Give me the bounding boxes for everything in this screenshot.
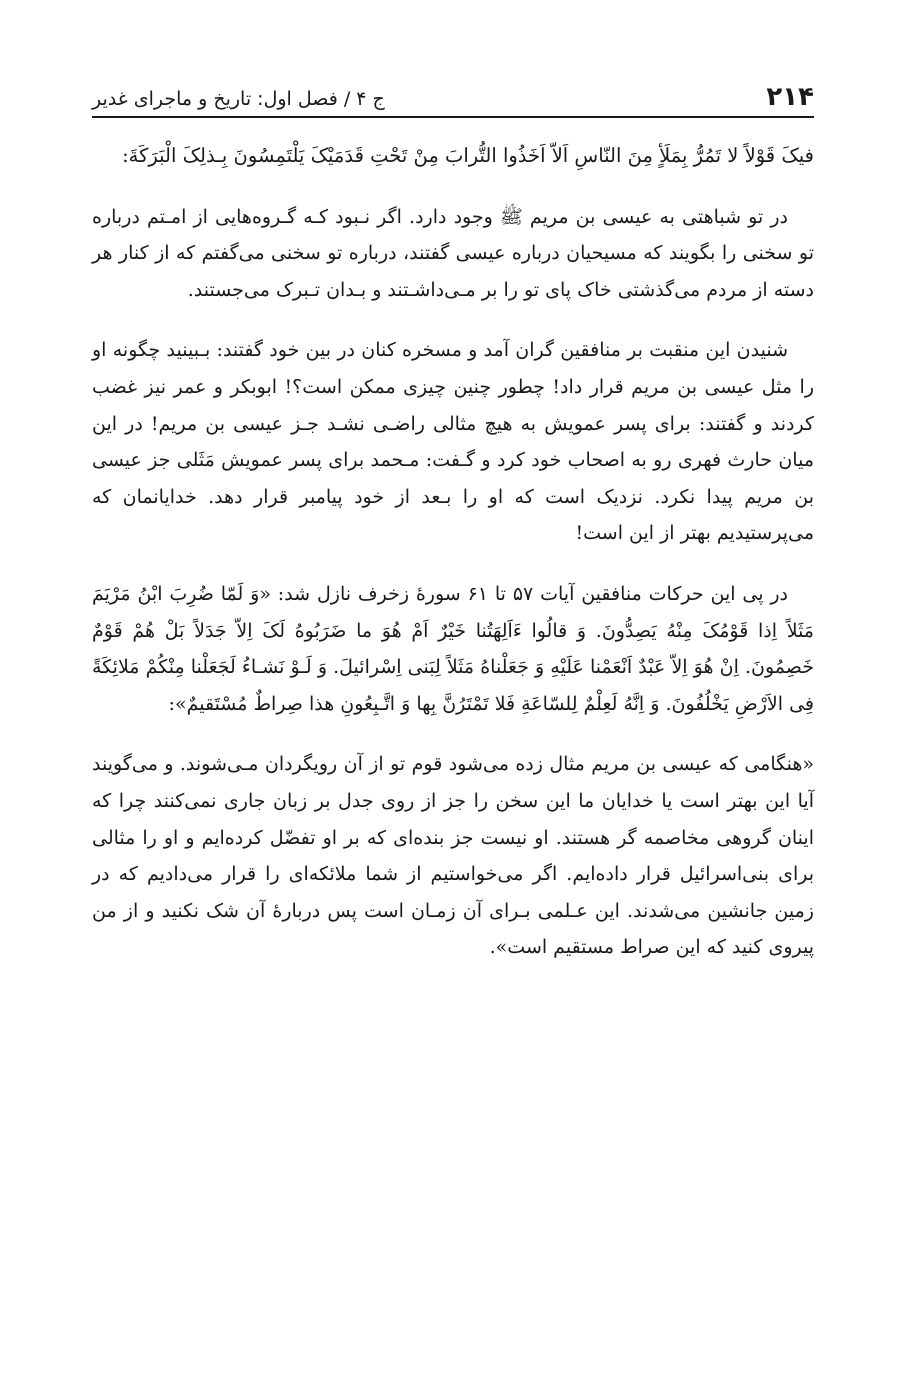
page-number: ۲۱۴: [766, 82, 814, 112]
page-body: [92, 138, 814, 966]
hadith-translation-paragraph: در تو شباهتی به عیسی بن مریم ﷺ وجود دارد. اگر نـبود کـه گـروه‌هایی از امـتم درباره تو سخنی را بگویند که مسیحیان درباره عیسی گفتند، درباره تو سخنی می‌گفتم که از کنار هر دسته از مردم می‌گذشتی خاک پای تو را بر مـی‌داشـتند و بـدان تـبرک می‌جستند.: [92, 205, 814, 301]
book-page: [92, 68, 814, 966]
hadith-arabic-paragraph: فیکَ قَوْلاً لا تَمُرُّ بِمَلَأٍ مِنَ النّاسِ اَلاّ اَخَذُوا التُّرابَ مِنْ تَحْتِ قَدَمَیْکَ یَلْتَمِسُونَ بِـذلِکَ الْبَرَکَةَ:: [122, 144, 814, 167]
running-title: ج ۴ / فصل اول: تاریخ و ماجرای غدیر: [92, 88, 385, 110]
quran-verses-paragraph: در پی این حرکات منافقین آیات ۵۷ تا ۶۱ سورهٔ زخرف نازل شد: «وَ لَمّا ضُرِبَ ابْنُ مَرْیَمَ مَثَلاً اِذا قَوْمُکَ مِنْهُ یَصِدُّونَ. وَ قالُوا ءَاَلِهَتُنا خَیْرٌ اَمْ هُوَ ما ضَرَبُوهُ لَکَ اِلاّ جَدَلاً بَلْ هُمْ قَوْمٌ خَصِمُونَ. اِنْ هُوَ اِلاّ عَبْدٌ اَنْعَمْنا عَلَیْهِ وَ جَعَلْناهُ مَثَلاً لِبَنی اِسْرائیلَ. وَ لَـوْ نَشـاءُ لَجَعَلْنا مِنْکُمْ مَلائِکَةً فِی الاَرْضِ یَخْلُفُونَ. وَ اِنَّهُ لَعِلْمٌ لِلسّاعَةِ فَلا تَمْتَرُنَّ بِها وَ اتَّـبِعُونِ هذا صِراطٌ مُسْتَقیمٌ»:: [92, 582, 814, 715]
verses-translation-paragraph: «هنگامی که عیسی بن مریم مثال زده می‌شود قوم تو از آن رویگردان مـی‌شوند. و می‌گویند آیا این بهتر است یا خدایان ما این سخن را جز از روی جدل بر زبان جاری نمی‌کنند چرا که اینان گروهی مخاصمه گر هستند. او نیست جز بنده‌ای که بر او تفضّل کرده‌ایم و او را مثالی برای بنی‌اسرائیل قرار داده‌ایم. اگر می‌خواستیم از شما ملائکه‌ای را قرار می‌دادیم که در زمین جانشین می‌شدند. این عـلمی بـرای آن زمـان است پس دربارهٔ آن شک نکنید و از من پیروی کنید که این صراط مستقیم است».: [92, 753, 814, 959]
running-header: [92, 68, 814, 118]
hypocrites-reaction-paragraph: شنیدن این منقبت بر منافقین گران آمد و مسخره کنان در بین خود گفتند: بـبینید چگونه او را مثل عیسی بن مریم قرار داد! چطور چنین چیزی ممکن است؟! ابوبکر و عمر نیز غضب کردند و گفتند: برای پسر عمویش به هیچ مثالی راضـی نشـد جـز عیسی بن مریم! در این میان حارث فهری رو به اصحاب خود کرد و گـفت: مـحمد برای پسر عمویش مَثَلی جز عیسی بن مریم پیدا نکرد. نزدیک است که او را بـعد از خود پیامبر قرار دهد. خدایانمان که می‌پرستیدیم بهتر از این است!: [92, 339, 814, 545]
